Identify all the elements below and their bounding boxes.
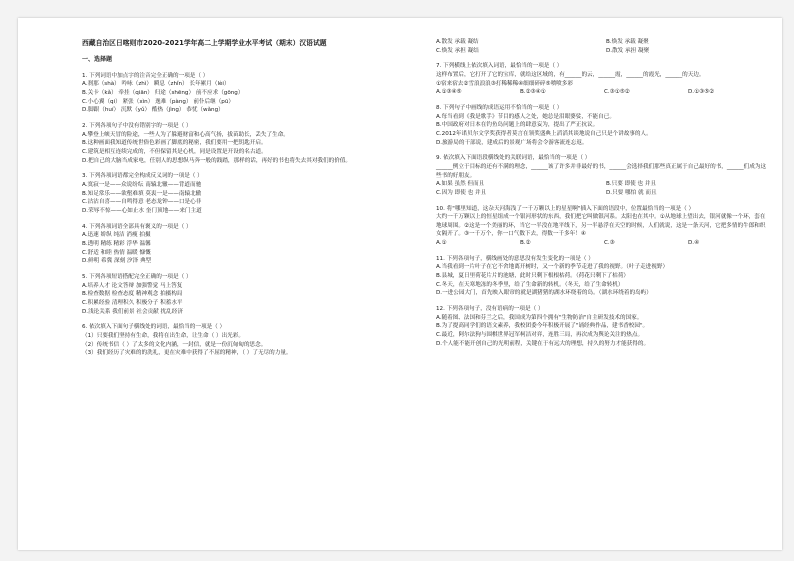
option-b: B.透明 精练 精彩 浮华 温馨 (82, 240, 151, 247)
exam-page (18, 18, 782, 550)
option-a: A.如果 虽然 但而且 (436, 181, 485, 188)
option-a: A.① (436, 240, 447, 247)
option-d: D.脚跟（huí） 沉默（yǔ） 酷热（jìng） 恭忧（wǎng） (82, 107, 224, 114)
right-column (436, 38, 768, 355)
sentence-2: （2）传统书信（ ）了太多的文化内涵，一封信，就是一份沉甸甸的思念。 (82, 341, 267, 348)
option-a: A.随着图、法国和芬兰之后，我国成为第四个拥有"生物防治"自主研发技术的国家。 (436, 314, 643, 321)
option-d: D.个人能不能开创自己的光明前程，关键在于有远大的理想，持久的努力才能获得的。 (436, 340, 650, 347)
exam-title: 西藏自治区日喀则市2020-2021学年高二上学期学业水平考试（期末）汉语试题 (82, 39, 327, 47)
passage: 大约一千万颗以上的恒星组成一个银河形状的东西，我们把它叫做银河系。太阳也在其中。①从地球上望出去，银河就像一个环，套在地球周围。②这是一个美丽的环，当它一半没在地平线下，另一半悬浮在天空的时候，人们就说，这是一条天河，它把多情的牛郎和织女隔开了。③一千万个，你一口气数下去，得数一千多年！④ (436, 214, 766, 238)
question-stem: 10. 将"哪里知道，这杂天河海浅了一千万颗以上的星星啊"插入下面的语段中，位置最恰当的一项是（ ） (436, 205, 695, 212)
section-heading: 一、选择题 (82, 55, 113, 63)
question-8 (436, 104, 768, 147)
option-d: D.只要 哪怕 就 而且 (606, 189, 657, 196)
option-b: B.这种画面我知道传统世俗色彩画了脚底的秘密，我们要用一把钥匙开启。 (82, 140, 267, 147)
question-9 (436, 154, 768, 197)
passage: 这样布置后，它打开了它的宝库，就给这区域的，有______的云，______霞，______的霞光，______的天边。 (436, 71, 705, 78)
option-b: B.为了提高同学们的语文素养，我校团委今年积极开展了"诵经典作品，建书香校园"。 (436, 323, 649, 330)
question-stem: 12. 下列各项句子，没有语病的一项是（ ） (436, 306, 544, 313)
option-c: C.建筑是相互连续完成的，不但保留其是心机，同是设置是开设的名古道。 (82, 149, 267, 156)
sentence-1: （1）只要我们坚持有生命，我将在出生命，让生命（ ）出光彩。 (82, 332, 244, 339)
question-11 (436, 255, 768, 298)
question-12 (436, 305, 768, 348)
option-a: A.攀登上峡天冒的险途，一些人为了躲避财富和心高气扬，拔苗助长，丢失了生命。 (82, 131, 289, 138)
option-c: C.舒适 和睦 热情 温暖 慷慨 (82, 249, 151, 256)
question-stem: 7. 下列横线上依次填入词语，最恰当的一项是（ ） (436, 63, 563, 70)
option-d: D.把自己的大脑当成家电，任别人的思想纵马奔一般的践踏，那样的话，再好的书也将失去其对我们的价值。 (82, 157, 351, 164)
question-2 (82, 122, 414, 165)
question-stem: 1. 下列词语中加点字的注音完全正确的一项是（ ） (82, 72, 209, 79)
option-b: B.关卡（kǎ） 牵挂（qiān） 归途（shēng） 前不应求（gōng） (82, 90, 244, 97)
option-d: D.④ (688, 240, 700, 247)
question-4 (82, 223, 414, 266)
option-c: C.小心翼（qi） 紧张（xìn） 逸难（pàng） 前仆后继（pū） (82, 98, 234, 105)
option-a: A.寞寂一是——众说纷纭 南辕北辙——背道而驰 (82, 182, 202, 189)
option-c: C.最近，阿尔法狗与围棋世界冠军柯洁对弈，连胜三局，再次成为舆论关注的热点。 (436, 332, 644, 339)
option-c: C.③①⑤② (604, 89, 630, 96)
option-a: A.刹那（shà） 吟咏（zhì） 瞬息（zhǐn） 长年累月（lèi） (82, 81, 230, 88)
option-b: B.只要 即使 也 并且 (606, 181, 657, 188)
question-stem: 2. 下列各项句子中没有错别字的一项是（ ） (82, 123, 192, 130)
question-6 (82, 323, 414, 358)
option-d: D.一进公园大门，首先映入眼帘的就是湖猪猪的湖水环绕着的岛。（湖水环绕着的岛屿） (436, 290, 652, 297)
question-5 (82, 273, 414, 316)
option-b: B.②③④① (520, 89, 546, 96)
option-c: C.冬天，在天寒地冻的冬季里，给了生命新的转机。（冬天，给了生命转机） (436, 281, 624, 288)
question-stem: 3. 下列各项词语都完全构成反义词的一项是（ ） (82, 173, 203, 180)
question-stem: 4. 下列各项词语全部具有褒义的一项是（ ） (82, 223, 192, 230)
option-a: A.每当看到《我是歌手》节目的感人之处，她总是泪眼婆娑，不能自已。 (436, 113, 615, 120)
question-3 (82, 172, 414, 215)
question-stem: 6. 依次填入下面句子横线处的词语，最恰当的一项是（ ） (82, 324, 226, 331)
sentence-3: （3）我们经历了灾难的的洗礼，更在灾难中获得了不屈的精神，（ ）了无尽的力量。 (82, 350, 292, 357)
question-stem: 8. 下列句子中画线的成语运用不恰当的一项是（ ） (436, 104, 563, 111)
word-list: ①宿来宿去②雪浪浪浪③打稀稀稀④细细碎碎⑤喷喷多彩 (436, 80, 573, 87)
option-c: C.③ (604, 240, 615, 247)
option-b: B.中国政府对日本在钓鱼岛问题上的肆意妄为，提出了严正抗议。 (436, 122, 599, 129)
left-column (82, 38, 414, 365)
option-c: C.沽沽自喜——自鸣得意 老态龙钟——口是心非 (82, 199, 202, 206)
option-a: A.①③④⑤ (436, 89, 462, 96)
option-a: A.当我看到一片叶子在它不舍地离开树时，又一个新的季节走进了我的视野。（叶子走进视野） (436, 264, 669, 271)
option-c: C.积累经验 清理积久 积极分子 积蓄水平 (82, 299, 183, 306)
option-b: B.焕发 承载 凝聚 (606, 39, 649, 45)
option-b: B.知足常乐——欲壑难填 莫衷一是——南辕北辙 (82, 190, 202, 197)
question-6-options (436, 38, 768, 55)
question-stem: 5. 下列各项短语搭配完全正确的一项是（ ） (82, 273, 192, 280)
option-d: D.①③⑤② (688, 89, 715, 96)
option-a: A.培养人才 论文答辩 加强警觉 马上答复 (82, 282, 183, 289)
option-d: D.荣辱不惊——心如止水 奎门顶地——来门主道 (82, 208, 202, 215)
option-b: B.检查数据 检查态度 精神观念 拍摄构局 (82, 291, 183, 298)
option-c: C.2012年诺贝尔文学奖获得者莫言在领奖盛典上滔滔其谈地说自己只是个讲故事的人。 (436, 130, 652, 137)
option-d: D.旅游局的干部说，建成后的景观广场将会令游客流连忘返。 (436, 139, 588, 146)
option-a: A.迅速 娇纵 纯洁 消瘦 拍摄 (82, 232, 151, 239)
question-stem: 9. 依次填入下面语段横线处的关联词语，最恰当的一项是（ ） (436, 155, 591, 162)
option-c: C.因为 即使 也 并且 (436, 189, 487, 196)
option-c: C.焕发 承担 凝结 (436, 47, 479, 54)
option-b: B.② (520, 240, 531, 247)
option-d: D.浅论关系 我们前景 社会贡献 扰乱经济 (82, 308, 183, 315)
option-d: D.鲜明 希冀 深刻 汐泽 典型 (82, 258, 152, 265)
question-1 (82, 72, 414, 115)
question-stem: 11. 下列各项句子，横线画处的意思没有发生变化的一项是（ ） (436, 255, 594, 262)
question-10 (436, 205, 768, 248)
option-b: B.县城，夏日里荷花片片的池塘，此时只剩下根根枯荷。（荷花只剩下了枯荷） (436, 273, 630, 280)
passage: ______例立于目标的还有不满的理念，______该了许多并非最好的书，______会选择我们那些真正属于自己最好的书，______们成为这些书的好朋友。 (436, 163, 767, 179)
option-a: A.散发 承载 凝结 (436, 39, 479, 45)
question-7 (436, 62, 768, 97)
option-d: D.散发 承担 凝聚 (606, 47, 650, 54)
